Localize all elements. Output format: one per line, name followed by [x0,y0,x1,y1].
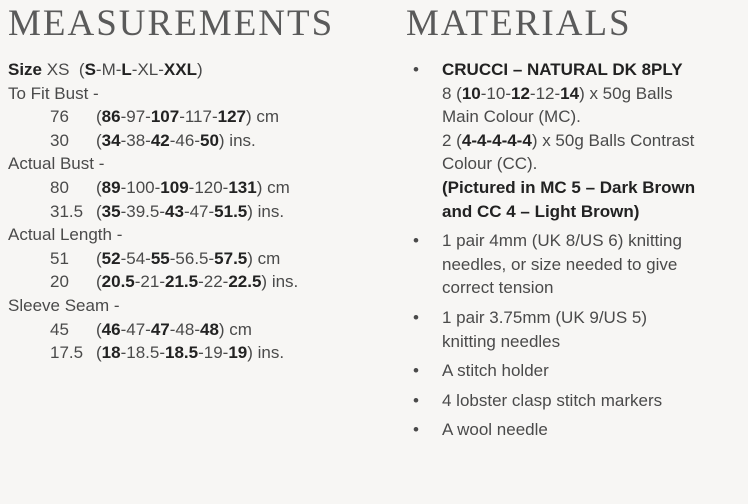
row-value: 89 [101,177,121,197]
row-value: -56.5- [169,248,215,268]
row-unit: ins. [257,201,285,221]
qty-value: -10- [480,83,511,103]
row-value: -117- [179,107,218,127]
row-value: 47 [150,319,170,339]
row-unit: ins. [271,272,299,292]
row-value: 127 [217,107,247,127]
row-unit: ins. [229,130,256,150]
qty-value: -4- [471,130,493,150]
row-value: 55 [150,248,170,268]
abust-in-row: 31.5 (35-39.5-43-47-51.5) ins. [8,200,388,224]
needles-375mm-line: 1 pair 3.75mm (UK 9/US 5) [442,307,648,327]
row-value: 51.5 [214,201,248,221]
pictured-note-2: and CC 4 – Light Brown) [442,201,640,221]
row-value: 57.5 [214,248,248,268]
bullet-icon: • [413,420,419,440]
qty-value: -12- [529,83,561,103]
measurements-heading: MEASUREMENTS [8,3,335,44]
row-value: -100- [120,177,161,197]
qty-value: 12 [511,83,530,103]
mc-label: Main Colour (MC). [442,107,581,127]
row-value: 19 [228,343,248,363]
row-value: 35 [101,201,121,221]
row-base-value: 51 [50,248,69,268]
row-value: 50 [199,130,219,150]
bullet-icon: • [413,231,419,251]
row-value: -21- [134,272,165,292]
row-value: -18.5- [120,343,166,363]
len-cm-row: 51 (52-54-55-56.5-57.5) cm [8,247,388,271]
row-value: 131 [228,177,257,197]
row-value: -47- [120,319,151,339]
row-value: 34 [101,130,121,150]
row-value: -39.5- [120,201,166,221]
row-value: 18.5 [165,343,199,363]
materials-heading: MATERIALS [406,3,632,44]
bust-cm-row: 76 (86-97-107-117-127) cm [8,105,388,129]
row-base-value: 30 [50,130,69,150]
size-label: Size [8,60,43,79]
stitch-markers: 4 lobster clasp stitch markers [442,390,663,410]
row-value: -97- [120,107,151,127]
actual-bust-label: Actual Bust - [8,154,105,174]
qty-value: -4- [501,130,523,150]
list-item [406,306,746,353]
cc-quantity [442,129,746,153]
materials-section [406,0,746,448]
list-item [406,418,746,442]
mc-quantity [442,82,746,106]
row-unit: cm [256,107,280,127]
bust-in-row: 30 (34-38-42-46-50) ins. [8,129,388,153]
row-value: -47- [183,201,215,221]
size-xxl: XXL [163,60,197,79]
row-value: 52 [101,248,121,268]
size-xl: -XL- [131,60,164,79]
row-base-value: 80 [50,177,69,197]
row-value: -54- [120,248,151,268]
row-base-value: 45 [50,319,69,339]
qty-value: 4 [461,130,472,150]
measurements-section [8,0,388,365]
row-base-value: 20 [50,272,69,292]
abust-cm-row: 80 (89-100-109-120-131) cm [8,176,388,200]
len-in-row: 20 (20.5-21-21.5-22-22.5) ins. [8,270,388,294]
size-line: Size XS (S-M-L-XL-XXL) [8,60,203,79]
list-item [406,359,746,383]
size-xs: XS [46,60,70,79]
sleeve-cm-row: 45 (46-47-47-48-48) cm [8,318,388,342]
list-item [406,58,746,223]
needles-4mm-line: needles, or size needed to give [442,254,678,274]
row-unit: ins. [257,343,285,363]
row-base-value: 17.5 [50,343,84,363]
row-value: 20.5 [101,272,135,292]
stitch-holder: A stitch holder [442,361,549,381]
row-unit: cm [229,319,252,339]
list-item [406,389,746,413]
sleeve-in-row: 17.5 (18-18.5-18.5-19-19) ins. [8,341,388,365]
yarn-brand: CRUCCI – NATURAL DK 8PLY [442,60,683,79]
row-base-value: 76 [50,107,69,127]
materials-list [406,58,746,442]
qty-base: 8 ( [442,83,462,103]
row-value: -19- [198,343,229,363]
row-value: -38- [120,130,151,150]
row-value: -22- [198,272,229,292]
qty-base: 2 ( [442,130,462,150]
qty-value: 10 [461,83,481,103]
row-value: 46 [101,319,121,339]
row-base-value: 31.5 [50,201,84,221]
row-value: 43 [165,201,184,221]
cc-label: Colour (CC). [442,154,538,174]
needles-4mm-line: 1 pair 4mm (UK 8/US 6) knitting [442,231,682,251]
row-value: 86 [101,107,121,127]
actual-length-label: Actual Length - [8,225,123,245]
row-value: 42 [150,130,170,150]
row-value: 48 [199,319,219,339]
qty-value: 4 [522,130,532,150]
list-item [406,229,746,300]
needles-4mm-line: correct tension [442,278,554,298]
bullet-icon: • [413,307,419,327]
row-value: -120- [188,177,229,197]
qty-rest: ) x 50g Balls [579,83,673,103]
sleeve-seam-label: Sleeve Seam - [8,295,120,315]
row-unit: cm [267,177,290,197]
row-value: 18 [101,343,121,363]
row-value: 21.5 [165,272,199,292]
size-l: L [121,60,132,79]
needles-375mm-line: knitting needles [442,331,561,351]
qty-value: 4 [492,130,502,150]
wool-needle: A wool needle [442,420,548,440]
bullet-icon: • [413,361,419,381]
row-value: 22.5 [228,272,262,292]
size-m: -M- [95,60,122,79]
qty-value: 14 [560,83,580,103]
row-unit: cm [257,248,281,268]
size-s: S [84,60,96,79]
row-value: 109 [160,177,189,197]
row-value: -48- [169,319,200,339]
bullet-icon: • [413,390,419,410]
qty-rest: ) x 50g Balls Contrast [531,130,695,150]
bullet-icon: • [413,60,419,79]
pictured-note-1: (Pictured in MC 5 – Dark Brown [442,177,696,197]
row-value: 107 [150,107,180,127]
row-value: -46- [169,130,200,150]
to-fit-bust-label: To Fit Bust - [8,83,99,103]
